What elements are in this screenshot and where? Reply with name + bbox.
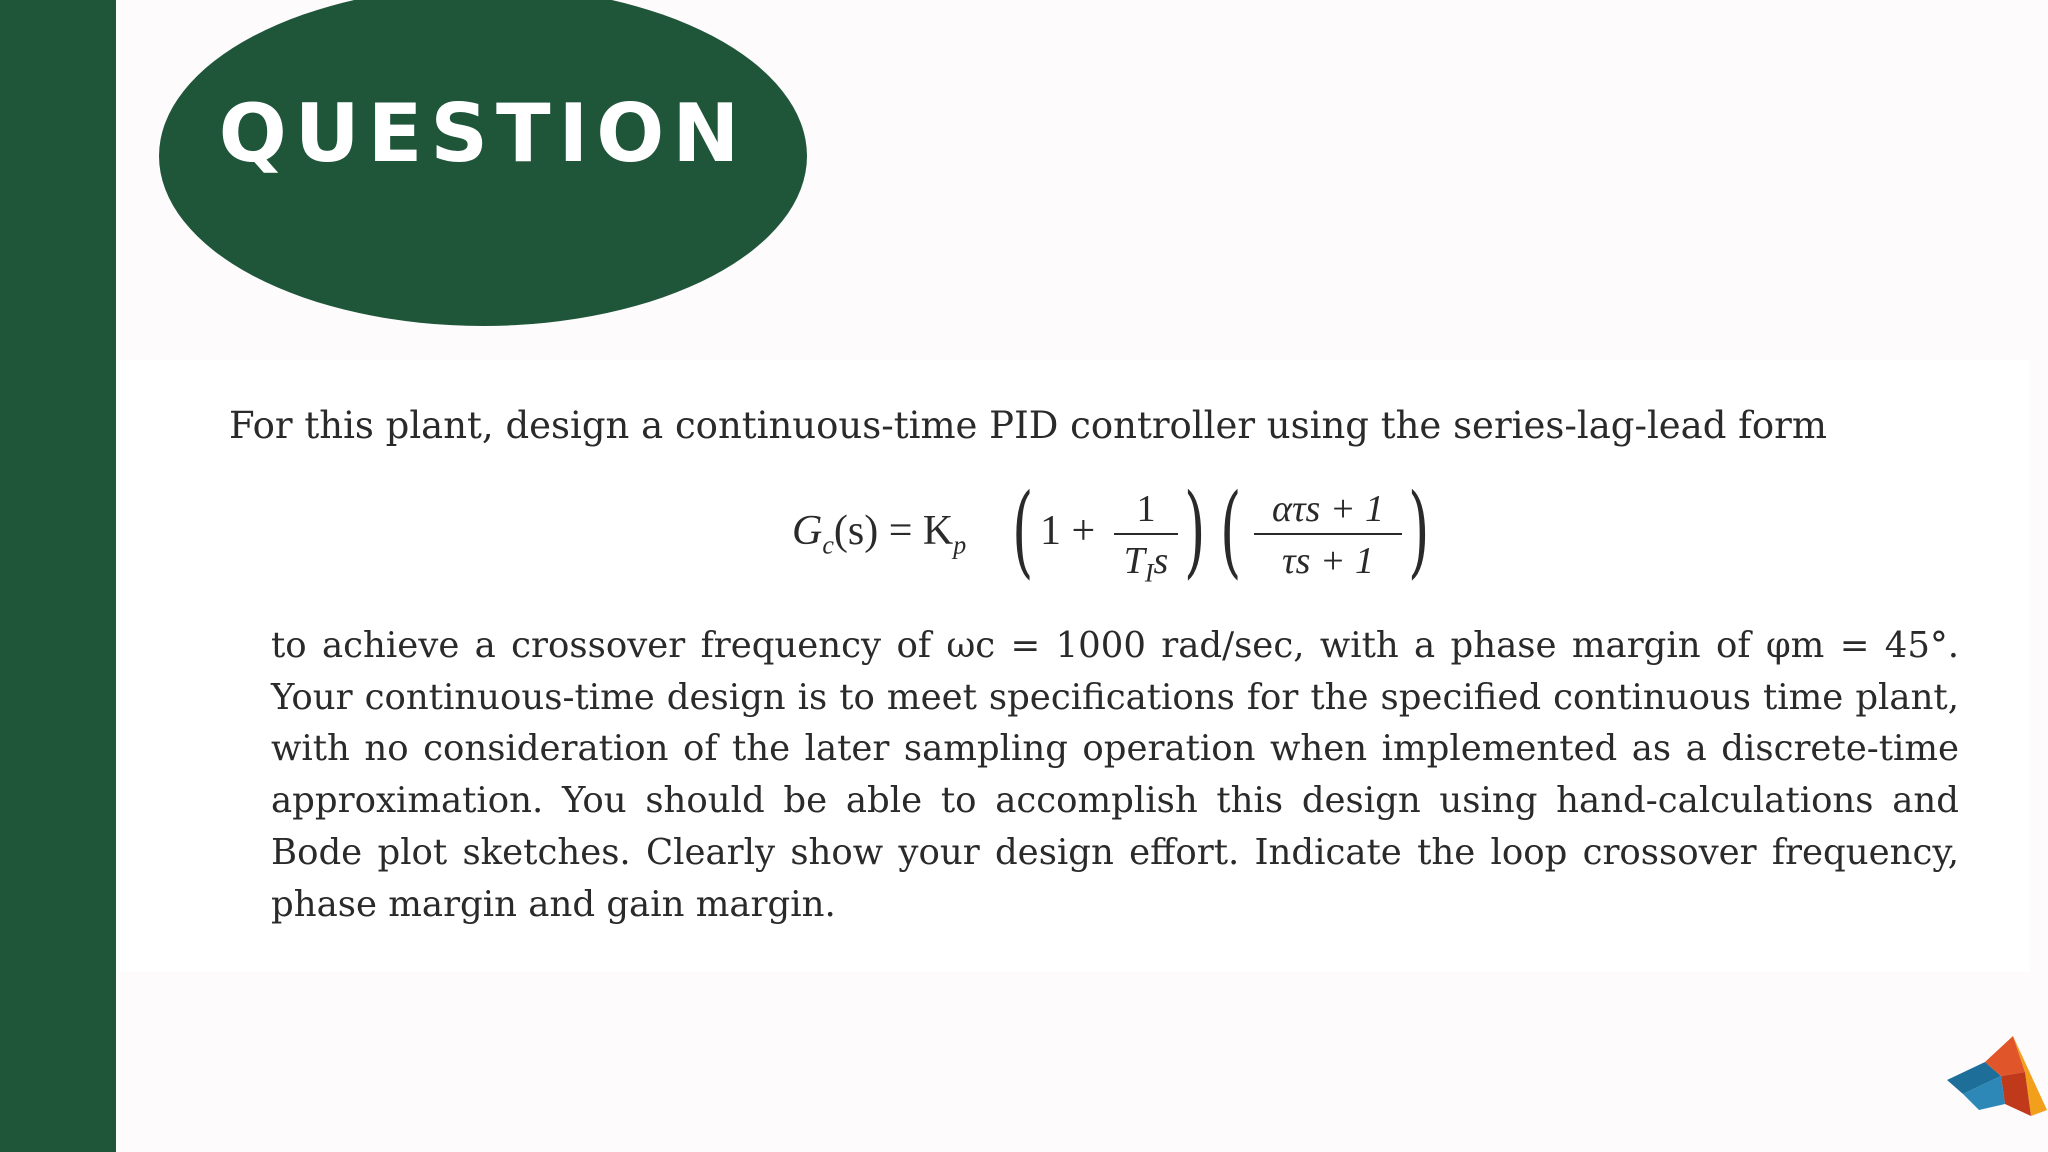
question-intro-text: For this plant, design a continuous-time PID controller using the series-lag-lead form	[229, 404, 1827, 447]
equation-lhs-symbol: G	[792, 508, 823, 554]
equation-lhs	[792, 507, 966, 560]
integral-fraction-numerator: 1	[1136, 488, 1156, 530]
integral-denominator-s: s	[1153, 540, 1169, 582]
lead-lag-numerator-text: ατs + 1	[1272, 488, 1384, 530]
lead-lag-numerator	[1254, 487, 1402, 531]
right-paren-2: )	[1408, 472, 1430, 589]
right-paren-1: )	[1184, 472, 1206, 589]
integral-denominator-t: T	[1123, 540, 1145, 582]
question-body-text: to achieve a crossover frequency of ωc = 1000 rad/sec, with a phase margin of φm = 45°. Your continuous-time design is to meet specifications for the specified continuous time plant, with no consideration of the later sampling operation when implemented as a discrete-time approximation. You should be able to accomplish this design using hand-calculations and Bode plot sketches. Clearly show your design effort. Indicate the loop crossover frequency, phase margin and gain margin.	[271, 625, 1959, 925]
integral-fraction-denominator	[1114, 537, 1178, 598]
matlab-membrane-logo-icon	[1945, 1032, 2048, 1122]
lead-lag-denominator-text: τs + 1	[1281, 540, 1375, 582]
lead-lag-denominator	[1254, 537, 1402, 585]
integral-denominator-subscript: I	[1144, 558, 1154, 588]
lead-lag-fraction	[1254, 487, 1402, 585]
question-badge-label: QUESTION	[218, 87, 748, 180]
equation-lhs-arg: (s) = K	[833, 508, 954, 554]
integral-fraction	[1114, 487, 1178, 598]
equation-one-plus: 1 +	[1040, 508, 1096, 554]
left-accent-bar	[0, 0, 116, 1152]
fraction-bar	[1114, 533, 1178, 535]
equation-kp-subscript: p	[953, 530, 967, 560]
left-paren-2: (	[1220, 472, 1242, 589]
equation-lhs-subscript: c	[822, 530, 834, 560]
left-paren-1: (	[1012, 472, 1034, 589]
fraction-bar-2	[1254, 533, 1402, 535]
